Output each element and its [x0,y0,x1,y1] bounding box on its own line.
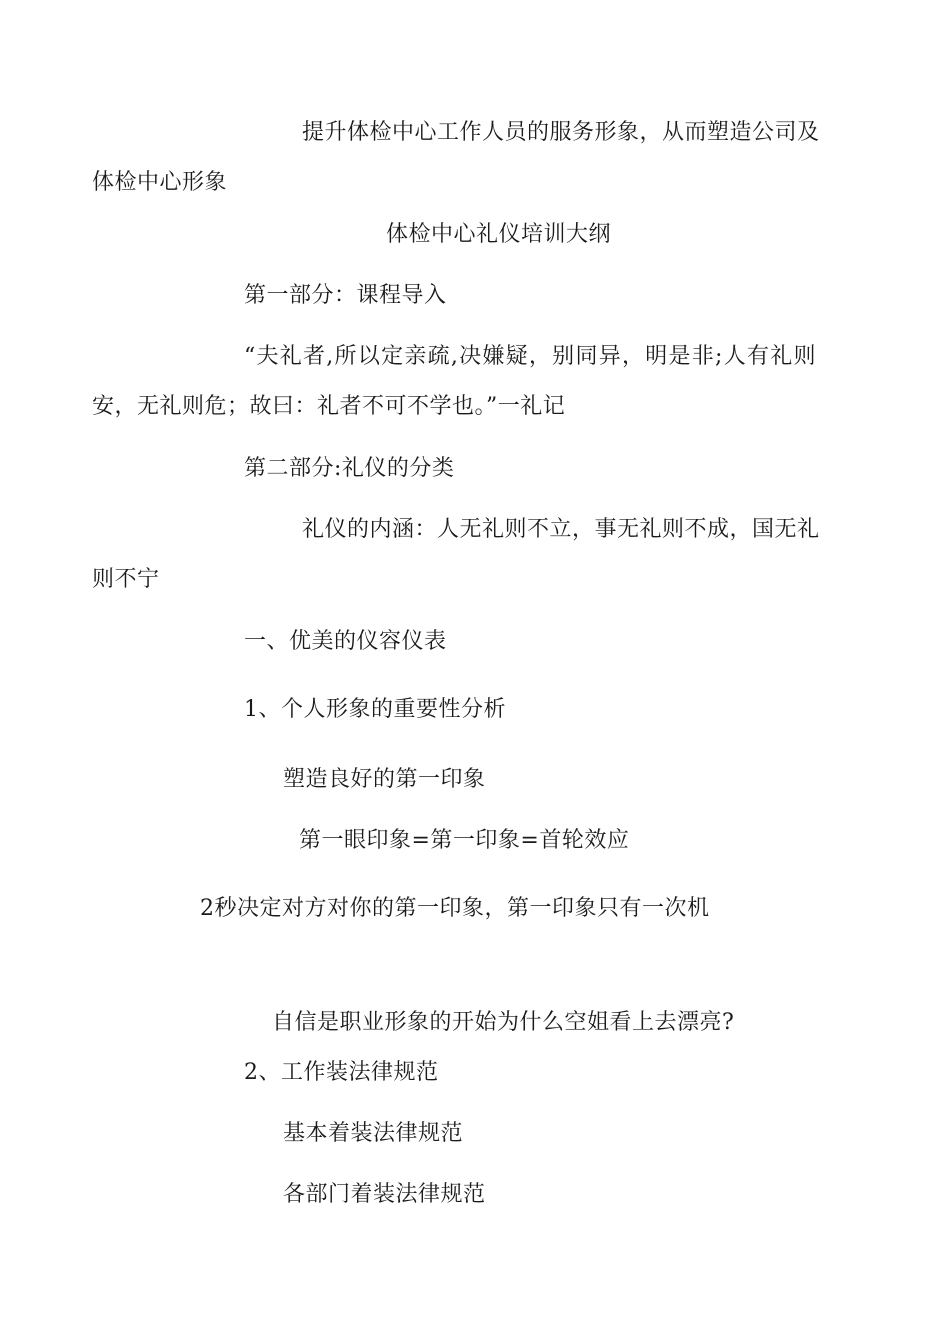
document-title: 体检中心礼仪培训大纲 [386,222,612,247]
item1-sub-4: 自信是职业形象的开始为什么空姐看上去漂亮? [272,1010,735,1035]
item1-sub-1: 塑造良好的第一印象 [283,767,486,792]
part2-heading: 第二部分:礼仪的分类 [244,456,455,481]
item2-sub-1: 基本着装法律规范 [283,1121,464,1146]
section1-heading: 一、优美的仪容仪表 [244,629,447,654]
part1-heading: 第一部分：课程导入 [244,283,447,308]
item1-sub-2: 第一眼印象=第一印象=首轮效应 [299,828,630,853]
connotation-line-1: 礼仪的内涵：人无礼则不立，事无礼则不成，国无礼 [302,517,820,542]
item2-heading: 2、工作装法律规范 [244,1060,439,1085]
intro-line-1: 提升体检中心工作人员的服务形象，从而塑造公司及 [302,120,820,145]
item1-heading: 1、个人形象的重要性分析 [244,697,506,722]
quote-line-2: 安，无礼则危；故曰：礼者不可不学也。”一礼记 [92,394,566,419]
quote-line-1: “夫礼者,所以定亲疏,决嫌疑，别同异，明是非;人有礼则 [244,344,816,369]
intro-line-2: 体检中心形象 [92,170,228,195]
connotation-line-2: 则不宁 [92,567,160,592]
item1-sub-3: 2秒决定对方对你的第一印象，第一印象只有一次机 [200,896,710,921]
item2-sub-2: 各部门着装法律规范 [283,1182,486,1207]
